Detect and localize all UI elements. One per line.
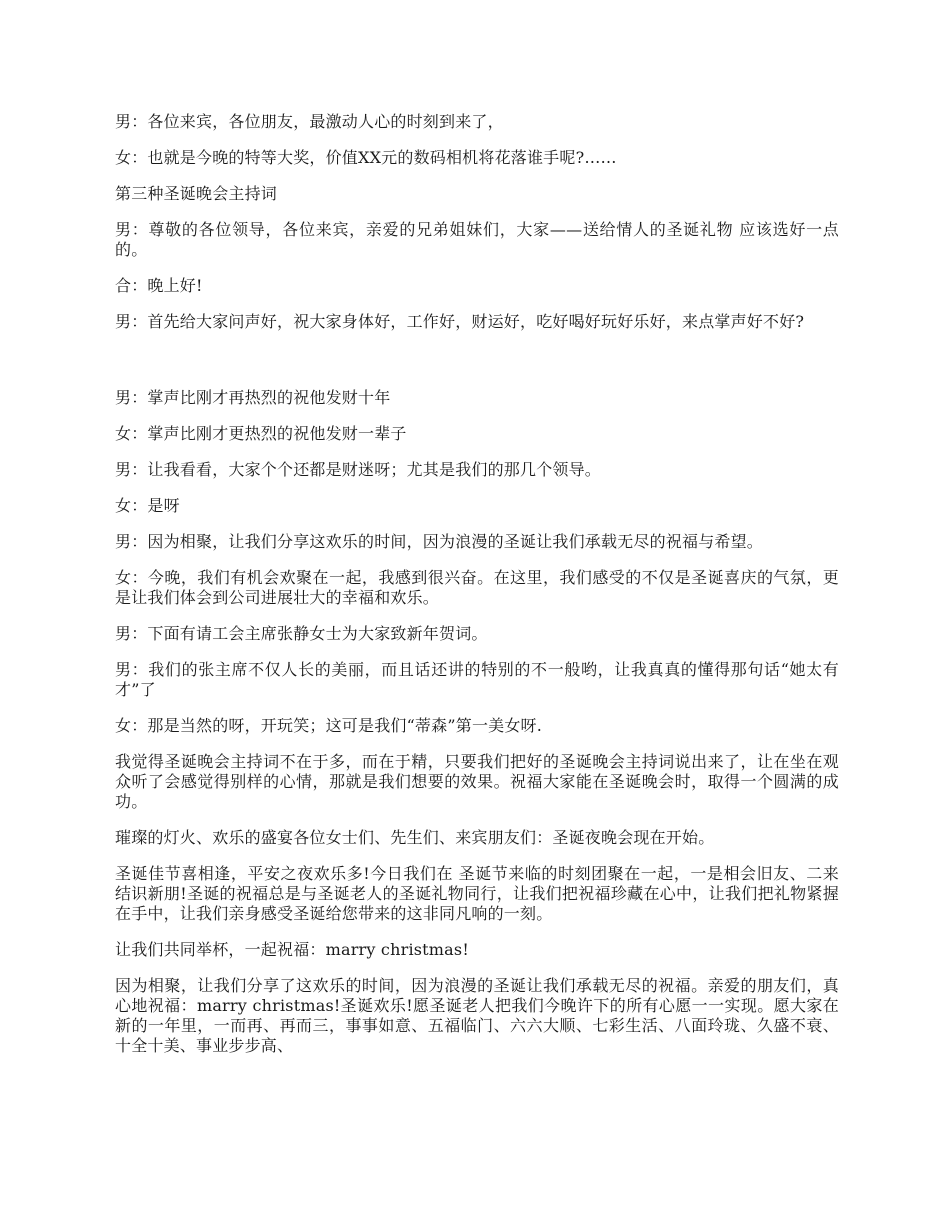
paragraph-1: 男：各位来宾，各位朋友，最激动人心的时刻到来了， [115, 112, 504, 131]
paragraph-2: 女：也就是今晚的特等大奖，价值XX元的数码相机将花落谁手呢?…… [115, 148, 617, 167]
document-body [115, 112, 839, 1072]
paragraph-9: 男：让我看看，大家个个还都是财迷呀；尤其是我们的那几个领导。 [115, 460, 602, 479]
paragraph-19: 让我们共同举杯，一起祝福：marry christmas! [115, 940, 469, 959]
paragraph-6: 男：首先给大家问声好，祝大家身体好，工作好，财运好，吃好喝好玩好乐好，来点掌声好不好? [115, 312, 805, 331]
paragraph-5: 合：晚上好! [115, 276, 203, 295]
paragraph-10: 女：是呀 [115, 496, 180, 515]
paragraph-20: 因为相聚，让我们分享了这欢乐的时间，因为浪漫的圣诞让我们承载无尽的祝福。亲爱的朋友们，真心地祝福：marry christmas!圣诞欢乐!愿圣诞老人把我们今晚许下的所有心愿一一实现。愿大家在新的一年里，一而再、再而三，事事如意、五福临门、六六大顺、七彩生活、八面玲珑、久盛不衰、十全十美、事业步步高、 [115, 976, 839, 1055]
paragraph-14: 男：我们的张主席不仅人长的美丽，而且话还讲的特别的不一般哟，让我真真的懂得那句话“她太有才”了 [115, 660, 839, 699]
paragraph-13: 男：下面有请工会主席张静女士为大家致新年贺词。 [115, 624, 488, 643]
blank-gap [115, 348, 839, 388]
paragraph-16: 我觉得圣诞晚会主持词不在于多，而在于精，只要我们把好的圣诞晚会主持词说出来了，让在坐在观众听了会感觉得别样的心情，那就是我们想要的效果。祝福大家能在圣诞晚会时，取得一个圆满的成功。 [115, 752, 839, 811]
paragraph-7: 男：掌声比刚才再热烈的祝他发财十年 [115, 388, 391, 407]
paragraph-17: 璀璨的灯火、欢乐的盛宴各位女士们、先生们、来宾朋友们：圣诞夜晚会现在开始。 [115, 828, 715, 847]
paragraph-18: 圣诞佳节喜相逢，平安之夜欢乐多!今日我们在 圣诞节来临的时刻团聚在一起，一是相会旧友、二来结识新朋!圣诞的祝福总是与圣诞老人的圣诞礼物同行，让我们把祝福珍藏在心中，让我们把礼物紧握在手中，让我们亲身感受圣诞给您带来的这非同凡响的一刻。 [115, 864, 839, 923]
paragraph-11: 男：因为相聚，让我们分享这欢乐的时间，因为浪漫的圣诞让我们承载无尽的祝福与希望。 [115, 532, 764, 551]
paragraph-12: 女：今晚，我们有机会欢聚在一起，我感到很兴奋。在这里，我们感受的不仅是圣诞喜庆的气氛，更是让我们体会到公司进展壮大的幸福和欢乐。 [115, 568, 839, 607]
paragraph-8: 女：掌声比刚才更热烈的祝他发财一辈子 [115, 424, 407, 443]
section-heading: 第三种圣诞晚会主持词 [115, 184, 278, 203]
paragraph-4: 男：尊敬的各位领导，各位来宾，亲爱的兄弟姐妹们，大家——送给情人的圣诞礼物 应该选好一点的。 [115, 220, 839, 259]
paragraph-15: 女：那是当然的呀，开玩笑；这可是我们“蒂森”第一美女呀. [115, 716, 543, 735]
